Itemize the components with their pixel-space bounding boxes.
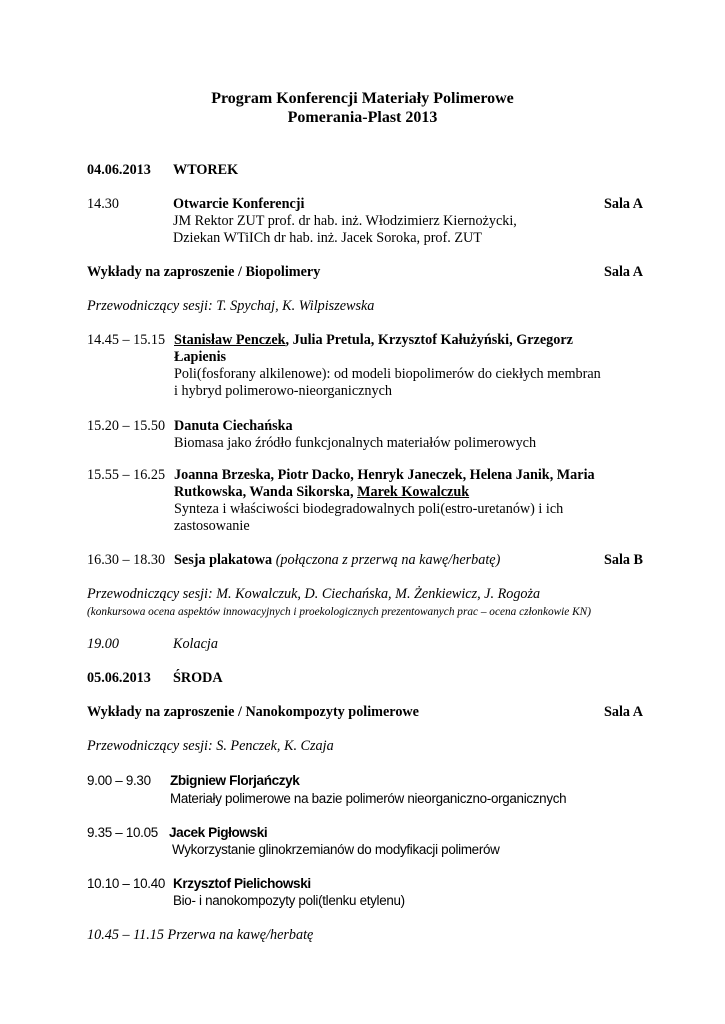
session1-chairs: Przewodniczący sesji: T. Spychaj, K. Wilpiszewska bbox=[87, 298, 375, 314]
poster-note: (połączona z przerwą na kawę/herbatę) bbox=[275, 552, 501, 568]
talk3-authors-line1: Joanna Brzeska, Piotr Dacko, Henryk Janeczek, Helena Janik, Maria bbox=[174, 467, 595, 483]
day2-talk2-time: 9.35 – 10.05 bbox=[87, 825, 158, 840]
opening-line2: Dziekan WTiICh dr hab. inż. Jacek Soroka, prof. ZUT bbox=[173, 230, 482, 246]
talk1-authors-line2: Łapienis bbox=[174, 349, 227, 365]
talk3-time: 15.55 – 16.25 bbox=[87, 467, 166, 483]
talk1-title-line1: Poli(fosforany alkilenowe): od modeli biopolimerów do ciekłych membran bbox=[174, 366, 601, 382]
day1-date: 04.06.2013 bbox=[87, 162, 151, 178]
talk2-authors: Danuta Ciechańska bbox=[174, 418, 293, 434]
coffee-break: 10.45 – 11.15 Przerwa na kawę/herbatę bbox=[87, 927, 314, 943]
poster-time: 16.30 – 18.30 bbox=[87, 552, 166, 568]
opening-line1: JM Rektor ZUT prof. dr hab. inż. Włodzimierz Kiernożycki, bbox=[173, 213, 517, 229]
day2-weekday: ŚRODA bbox=[173, 670, 223, 686]
page-title-line2: Pomerania-Plast 2013 bbox=[287, 109, 438, 126]
poster-comment: (konkursowa ocena aspektów innowacyjnych i proekologicznych prezentowanych prac – ocena członkowie KN) bbox=[87, 606, 591, 618]
talk3-authors-line2 bbox=[174, 484, 469, 501]
poster-title: Sesja plakatowa bbox=[174, 552, 273, 568]
poster-chairs: Przewodniczący sesji: M. Kowalczuk, D. Ciechańska, M. Żenkiewicz, J. Rogoża bbox=[87, 586, 541, 602]
day2-talk3-time: 10.10 – 10.40 bbox=[87, 876, 166, 891]
talk1-authors bbox=[174, 332, 573, 349]
page-title-line1: Program Konferencji Materiały Polimerowe bbox=[211, 90, 514, 107]
session1-heading: Wykłady na zaproszenie / Biopolimery bbox=[87, 264, 321, 280]
day2-talk1-author: Zbigniew Florjańczyk bbox=[170, 773, 300, 788]
talk3-title-line2: zastosowanie bbox=[174, 518, 250, 534]
day2-talk3-author: Krzysztof Pielichowski bbox=[173, 876, 311, 891]
opening-title: Otwarcie Konferencji bbox=[173, 196, 305, 212]
day2-talk2-author: Jacek Pigłowski bbox=[169, 825, 268, 840]
opening-time: 14.30 bbox=[87, 196, 119, 212]
day2-talk1-time: 9.00 – 9.30 bbox=[87, 773, 151, 788]
talk1-title-line2: i hybryd polimerowo-nieorganicznych bbox=[174, 383, 393, 399]
session2-chairs: Przewodniczący sesji: S. Penczek, K. Czaja bbox=[87, 738, 334, 754]
dinner-time: 19.00 bbox=[87, 636, 119, 652]
day1-weekday: WTOREK bbox=[173, 162, 239, 178]
talk2-time: 15.20 – 15.50 bbox=[87, 418, 166, 434]
talk1-time: 14.45 – 15.15 bbox=[87, 332, 166, 348]
session1-room: Sala A bbox=[603, 264, 643, 280]
dinner-label: Kolacja bbox=[173, 636, 218, 652]
talk1-presenter: Stanisław Penczek bbox=[174, 332, 286, 348]
day2-talk2-title: Wykorzystanie glinokrzemianów do modyfikacji polimerów bbox=[172, 842, 500, 857]
talk1-authors-rest: , Julia Pretula, Krzysztof Kałużyński, Grzegorz bbox=[285, 332, 573, 348]
talk2-title: Biomasa jako źródło funkcjonalnych materiałów polimerowych bbox=[174, 435, 537, 451]
session2-heading: Wykłady na zaproszenie / Nanokompozyty polimerowe bbox=[87, 704, 419, 720]
talk3-authors-pre: Rutkowska, Wanda Sikorska, bbox=[174, 484, 358, 500]
talk3-title-line1: Synteza i właściwości biodegradowalnych poli(estro-uretanów) i ich bbox=[174, 501, 564, 517]
day2-date: 05.06.2013 bbox=[87, 670, 151, 686]
opening-room: Sala A bbox=[603, 196, 643, 212]
session2-room: Sala A bbox=[603, 704, 643, 720]
poster-room: Sala B bbox=[603, 552, 643, 568]
day2-talk3-title: Bio- i nanokompozyty poli(tlenku etylenu) bbox=[173, 893, 405, 908]
talk3-presenter: Marek Kowalczuk bbox=[357, 484, 470, 500]
day2-talk1-title: Materiały polimerowe na bazie polimerów nieorganiczno-organicznych bbox=[170, 791, 567, 806]
poster-title-line bbox=[174, 552, 500, 569]
